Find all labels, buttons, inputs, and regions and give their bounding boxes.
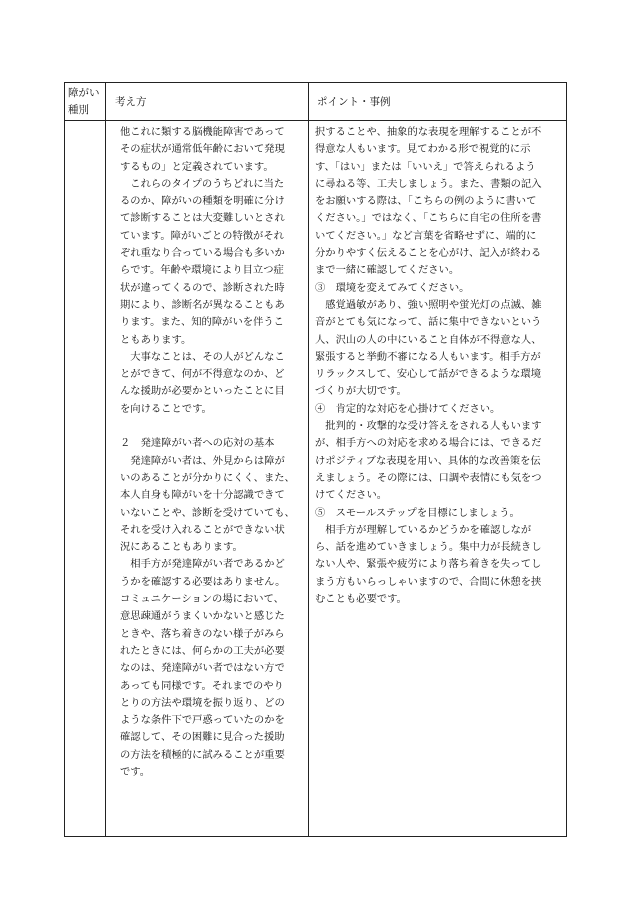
text-line: 相手方が理解しているかどうかを確認しなが (315, 523, 532, 536)
text-line: 緊張すると挙動不審になる人もいます。相手方が (315, 350, 541, 363)
text-line: ください。」ではなく、「こちらに自宅の住所を書 (315, 212, 542, 225)
text-line: 他これに類する脳機能障害であって (120, 126, 285, 138)
text-line: するもの」と定義されています。 (120, 160, 274, 173)
text-line: これらのタイプのうちどれに当た (120, 177, 285, 190)
header-type-line1: 障がい (68, 87, 100, 99)
text-line: 択することや、抽象的な表現を理解することが不 (315, 126, 542, 138)
text-line: 状が違ってくるので、診断された時 (120, 281, 285, 294)
header-disability-type (68, 85, 104, 119)
text-line: んな援助が必要かといったことに目 (120, 385, 285, 398)
text-line: 大事なことは、その人がどんなこ (120, 350, 285, 363)
text-line: す、「はい」または「いいえ」で答えられるよう (315, 160, 536, 173)
text-line: の方法を積極的に試みることが重要 (120, 748, 285, 761)
text-line: リラックスして、安心して話ができるような環境 (315, 368, 542, 381)
text-line: まで一緒に確認してください。 (315, 264, 460, 277)
text-line: ④ 肯定的な対応を心掛けてください。 (315, 402, 501, 415)
text-line: 分かりやすく伝えることを心がけ、記入が終わる (315, 247, 542, 260)
text-line: ています。障がいごとの特徴がそれ (120, 229, 284, 242)
content-table (64, 82, 567, 837)
text-line (120, 418, 305, 435)
points-column (315, 124, 565, 608)
text-line: 況にあることもあります。 (120, 541, 243, 554)
text-line: いのあることが分かりにくく、また、 (120, 471, 295, 484)
text-line: 感覚過敏があり、強い照明や蛍光灯の点滅、雑 (315, 298, 542, 311)
text-line: 確認して、その困難に見合った援助 (120, 731, 285, 744)
text-line: コミュニケーションの場において、 (120, 593, 284, 606)
text-line: るのか、障がいの種類を明確に分け (120, 195, 285, 208)
column-divider-2 (308, 83, 309, 836)
text-line: まう方もいらっしゃいますので、合間に休憩を挟 (315, 575, 542, 588)
text-line: です。 (120, 765, 151, 778)
text-line: 音がとても気になって、話に集中できないという (315, 316, 542, 329)
text-line: ります。また、知的障がいを伴うこ (120, 316, 284, 329)
text-line: 人、沢山の人の中にいること自体が不得意な人、 (315, 333, 542, 346)
text-line: その症状が通常低年齢において発現 (120, 143, 285, 156)
text-line: を向けることです。 (120, 402, 212, 415)
text-line: て診断することは大変難しいとされ (120, 212, 285, 225)
text-line: 発達障がい者は、外見からは障が (120, 454, 285, 467)
text-line: うかを確認する必要はありません。 (120, 575, 286, 588)
text-line: 相手方が発達障がい者であるかど (120, 558, 285, 571)
text-line: いてください。」など言葉を省略せずに、端的に (315, 229, 537, 242)
text-line: ともあります。 (120, 333, 192, 346)
text-line: あっても同様です。それまでのやり (120, 679, 284, 692)
text-line: 批判的・攻撃的な受け答えをされる人もいます (315, 420, 542, 433)
text-line: ときや、落ち着きのない様子がみら (120, 627, 285, 640)
text-line: をお願いする際は、「こちらの例のように書いて (315, 195, 537, 208)
text-line: づくりが大切です。 (315, 385, 407, 398)
text-line: ない人や、緊張や疲労により落ち着きを失ってし (315, 558, 542, 571)
header-type-line2: 種別 (68, 104, 89, 116)
text-line: なのは、発達障がい者ではない方で (120, 662, 285, 675)
text-line: に尋ねる等、工夫しましょう。また、書類の記入 (315, 177, 542, 190)
text-line: とりの方法や環境を振り返り、どの (120, 696, 285, 709)
text-line: いないことや、診断を受けていても、 (120, 506, 295, 519)
text-line: ２ 発達障がい者への応対の基本 (120, 437, 275, 450)
header-points: ポイント・事例 (317, 96, 391, 108)
text-line: ぞれ重なり合っている場合も多いか (120, 247, 285, 260)
text-line: けポジティブな表現を用い、具体的な改善策を伝 (315, 454, 541, 467)
approach-column (120, 124, 305, 781)
text-line: とができて、何が不得意なのか、ど (120, 368, 285, 381)
text-line: むことも必要です。 (315, 593, 407, 606)
text-line: えましょう。その際には、口調や表情にも気をつ (315, 471, 542, 484)
text-line: 本人自身も障がいを十分認識できて (120, 489, 285, 502)
text-line: 意思疎通がうまくいかないと感じた (120, 610, 285, 623)
text-line: が、相手方への対応を求める場合には、できるだ (315, 437, 542, 450)
text-line: けてください。 (315, 489, 388, 502)
text-line: ような条件下で戸惑っていたのかを (120, 714, 285, 727)
header-approach: 考え方 (115, 96, 147, 108)
text-line: それを受け入れることができない状 (120, 523, 285, 536)
text-line: ⑤ スモールステップを目標にしましょう。 (315, 506, 520, 519)
text-line: 得意な人もいます。見てわかる形で視覚的に示 (315, 143, 531, 156)
column-divider-1 (105, 83, 106, 836)
text-line: 期により、診断名が異なることもあ (120, 298, 285, 311)
text-line: らです。年齢や環境により目立つ症 (120, 264, 284, 277)
text-line: ら、話を進めていきましょう。集中力が長続きし (315, 541, 542, 554)
text-line: れたときには、何らかの工夫が必要 (120, 644, 285, 657)
text-line: ③ 環境を変えてみてください。 (315, 281, 470, 294)
